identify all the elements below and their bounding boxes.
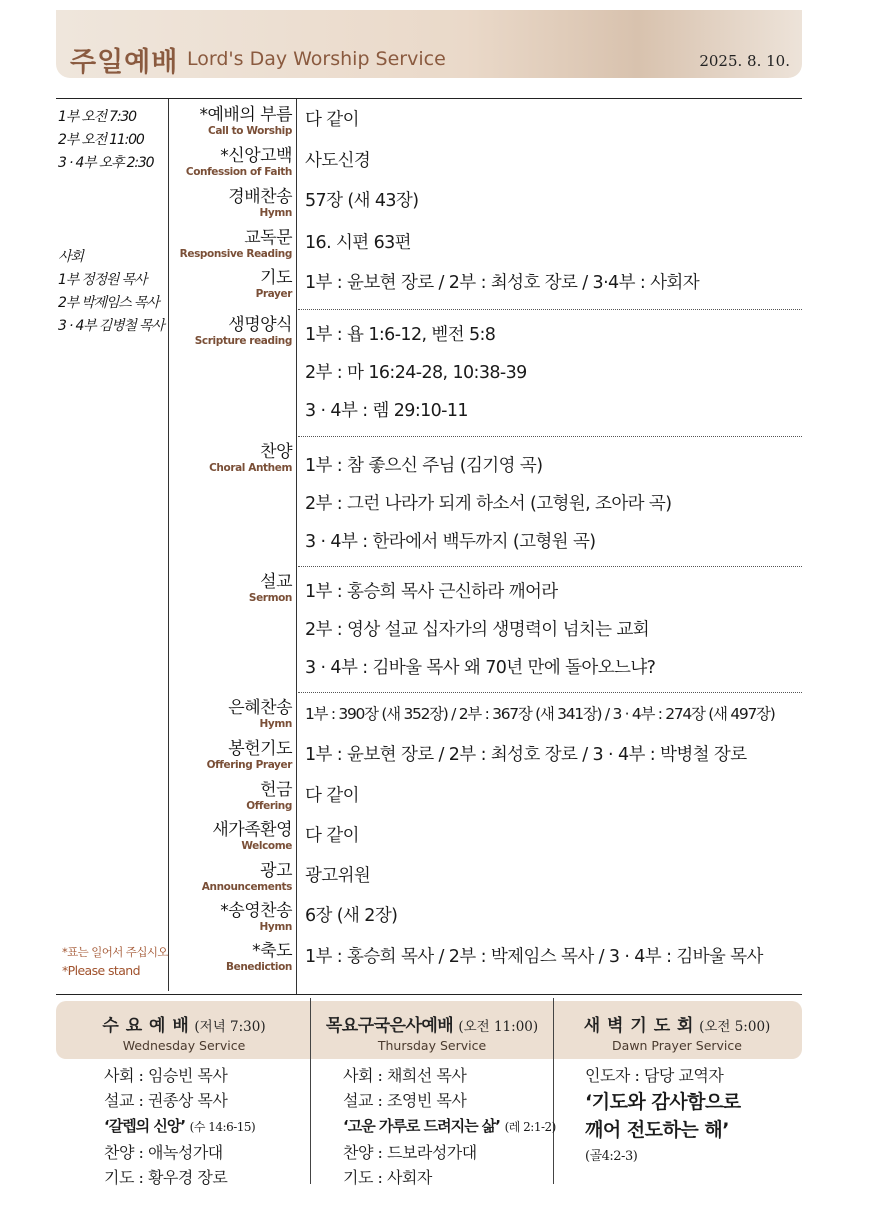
wednesday-header: 수 요 예 배 (저녁 7:30) Wednesday Service xyxy=(102,1016,266,1053)
order-value: 다 같이 xyxy=(305,786,359,806)
order-value: 2부 : 마 16:24-28, 10:38-39 xyxy=(305,363,527,383)
stand-note-en: *Please stand xyxy=(62,963,140,978)
order-label: 은혜찬송 Hymn xyxy=(228,698,292,730)
label-divider xyxy=(296,99,297,994)
order-label: *송영찬송 Hymn xyxy=(220,901,292,933)
section-divider xyxy=(298,566,802,567)
stand-note-ko: *표는 일어서 주십시오 xyxy=(62,945,168,959)
order-label: *예배의 부름 Call to Worship xyxy=(199,105,292,137)
order-value: 57장 (새 43장) xyxy=(305,191,419,211)
order-value: 1부 : 참 좋으신 주님 (김기영 곡) xyxy=(305,456,543,476)
order-value: 다 같이 xyxy=(305,110,359,130)
order-label: 새가족환영 Welcome xyxy=(212,820,292,852)
order-label: 광고 Announcements xyxy=(201,861,292,893)
order-value: 광고위원 xyxy=(305,866,371,886)
thursday-header: 목요구국은사예배 (오전 11:00) Thursday Service xyxy=(325,1016,539,1053)
time-item: 2부 오전 11:00 xyxy=(58,132,144,148)
order-label: *축도 Benediction xyxy=(226,941,292,973)
order-value: 다 같이 xyxy=(305,826,359,846)
order-label: 경배찬송 Hymn xyxy=(228,187,292,219)
order-value: 3 · 4부 : 렘 29:10-11 xyxy=(305,401,468,421)
order-value: 사도신경 xyxy=(305,151,371,171)
order-value: 1부 : 390장 (새 352장) / 2부 : 367장 (새 341장) / 3 · 4부 : 274장 (새 497장) xyxy=(305,705,775,723)
dawn-details: 인도자 : 담당 교역자 ‘기도와 감사함으로 깨어 전도하는 해’ (골4:2-3) xyxy=(585,1066,741,1164)
yearly-motto: ‘기도와 감사함으로 xyxy=(585,1091,741,1113)
service-leaders xyxy=(58,246,178,338)
service-date: 2025. 8. 10. xyxy=(699,52,790,70)
section-divider xyxy=(298,309,802,310)
wednesday-details: 사회 : 임승빈 목사 설교 : 권종상 목사 ‘갈렙의 신앙’ (수 14:6-15) 찬양 : 애녹성가대 기도 : 황우경 장로 xyxy=(104,1066,256,1187)
order-label: 교독문 Responsive Reading xyxy=(179,228,292,260)
order-value: 2부 : 영상 설교 십자가의 생명력이 넘치는 교회 xyxy=(305,620,650,640)
order-label: 생명양식 Scripture reading xyxy=(194,315,292,347)
page-subtitle: Lord's Day Worship Service xyxy=(187,48,446,70)
page-title: 주일예배 xyxy=(70,47,179,78)
order-value: 3 · 4부 : 한라에서 백두까지 (고형원 곡) xyxy=(305,532,596,552)
order-value: 1부 : 홍승희 목사 근신하라 깨어라 xyxy=(305,582,558,602)
order-value: 3 · 4부 : 김바울 목사 왜 70년 만에 돌아오느냐? xyxy=(305,658,656,678)
service-times xyxy=(58,106,178,175)
order-value: 1부 : 욥 1:6-12, 벧전 5:8 xyxy=(305,325,496,345)
order-value: 1부 : 윤보현 장로 / 2부 : 최성호 장로 / 3 · 4부 : 박병철 장로 xyxy=(305,745,747,765)
header-banner xyxy=(56,10,802,78)
order-value: 6장 (새 2장) xyxy=(305,906,398,926)
leader-item: 3 · 4부 김병철 목사 xyxy=(58,318,164,334)
order-label: 봉헌기도 Offering Prayer xyxy=(206,739,292,771)
leader-item: 2부 박제임스 목사 xyxy=(58,295,159,311)
order-label: *신앙고백 Confession of Faith xyxy=(185,146,292,178)
section-divider xyxy=(298,436,802,437)
order-label: 헌금 Offering xyxy=(246,780,292,812)
time-item: 3 · 4부 오후 2:30 xyxy=(58,155,154,171)
order-label: 설교 Sermon xyxy=(248,572,292,604)
order-value: 2부 : 그런 나라가 되게 하소서 (고형원, 조아라 곡) xyxy=(305,494,672,514)
order-value: 1부 : 홍승희 목사 / 2부 : 박제임스 목사 / 3 · 4부 : 김바울 목사 xyxy=(305,947,763,967)
yearly-motto: 깨어 전도하는 해’ xyxy=(585,1119,729,1141)
leaders-heading: 사회 xyxy=(58,249,83,265)
dawn-header: 새 벽 기 도 회 (오전 5:00) Dawn Prayer Service xyxy=(583,1016,771,1053)
left-divider xyxy=(168,99,169,991)
bottom-rule xyxy=(56,994,802,995)
order-label: 기도 Prayer xyxy=(255,268,292,300)
leader-item: 1부 정정원 목사 xyxy=(58,272,147,288)
order-value: 16. 시편 63편 xyxy=(305,233,411,253)
thursday-details: 사회 : 채희선 목사 설교 : 조영빈 목사 ‘고운 가루로 드려지는 삶’ (레 2:1-2) 찬양 : 드보라성가대 기도 : 사회자 xyxy=(343,1066,556,1187)
order-label: 찬양 Choral Anthem xyxy=(209,442,292,474)
weekday-divider xyxy=(310,998,311,1184)
time-item: 1부 오전 7:30 xyxy=(58,109,136,125)
order-value: 1부 : 윤보현 장로 / 2부 : 최성호 장로 / 3·4부 : 사회자 xyxy=(305,273,700,293)
section-divider xyxy=(298,692,802,693)
